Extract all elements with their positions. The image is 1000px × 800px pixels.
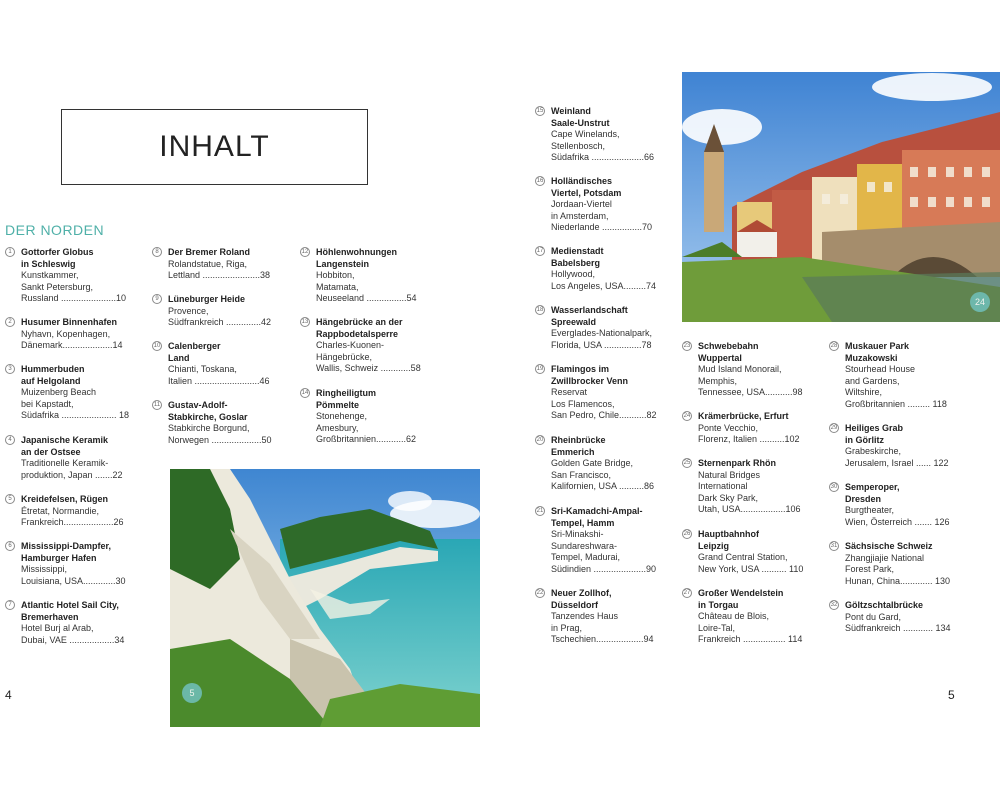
entry-number-badge: 12 bbox=[301, 249, 309, 255]
entry-title: Der Bremer Roland bbox=[168, 247, 251, 257]
entry-description: Hollywood, Los Angeles, USA.........74 bbox=[551, 269, 657, 291]
entry-description: Stonehenge, Amesbury, Großbritannien............62 bbox=[316, 411, 417, 445]
entry-description: Muizenberg Beach bei Kapstadt, Südafrika ...................... 18 bbox=[21, 387, 130, 421]
entry-number-badge: 30 bbox=[830, 484, 838, 490]
entry-number-badge: 24 bbox=[683, 413, 691, 419]
image-number-badge: 24 bbox=[970, 292, 990, 312]
entry-number-badge: 14 bbox=[301, 390, 309, 396]
toc-entry[interactable] bbox=[682, 529, 814, 575]
entry-title: Höhlenwohnungen Langenstein bbox=[316, 247, 397, 269]
entry-description: Traditionelle Keramik- produktion, Japan .......22 bbox=[21, 458, 123, 480]
toc-entry[interactable] bbox=[682, 588, 814, 646]
entry-number-badge: 32 bbox=[830, 602, 838, 608]
entry-number-badge: 31 bbox=[830, 543, 838, 549]
entry-number-badge: 22 bbox=[536, 590, 544, 596]
toc-entry[interactable] bbox=[682, 341, 814, 399]
entry-number-badge: 17 bbox=[536, 248, 544, 254]
entry-number-badge: 25 bbox=[683, 460, 691, 466]
entry-description: Château de Blois, Loire-Tal, Frankreich ................. 114 bbox=[698, 611, 803, 645]
entry-title: Wasserlandschaft Spreewald bbox=[551, 305, 628, 327]
entry-number-badge: 7 bbox=[5, 600, 15, 610]
entry-description: Nyhavn, Kopenhagen, Dänemark....................14 bbox=[21, 328, 123, 351]
entry-description: Golden Gate Bridge, San Francisco, Kalifornien, USA ..........86 bbox=[551, 458, 655, 492]
entry-number-badge: 2 bbox=[5, 317, 15, 327]
entry-title: Gustav-Adolf- Stabkirche, Goslar bbox=[168, 400, 248, 422]
entry-title: Hummerbuden auf Helgoland bbox=[21, 364, 85, 386]
entry-title: Ringheiligtum Pömmelte bbox=[316, 388, 376, 410]
toc-entry[interactable] bbox=[829, 541, 961, 587]
entry-description: Natural Bridges International Dark Sky Park, Utah, USA..................106 bbox=[698, 469, 801, 515]
entry-title: Flamingos im Zwillbrocker Venn bbox=[551, 364, 629, 386]
entry-number-badge: 1 bbox=[5, 247, 15, 257]
entry-number-badge: 23 bbox=[683, 343, 691, 349]
entry-title: Japanische Keramik an der Ostsee bbox=[21, 435, 109, 457]
entry-title: Muskauer Park Muzakowski bbox=[845, 341, 910, 363]
toc-entry[interactable] bbox=[535, 305, 667, 351]
entry-number-badge: 19 bbox=[536, 366, 544, 372]
entry-title: Schwebebahn Wuppertal bbox=[698, 341, 759, 363]
entry-description: Chianti, Toskana, Italien ..........................46 bbox=[168, 364, 270, 386]
entry-description: Grabeskirche, Jerusalem, Israel ...... 122 bbox=[845, 446, 949, 468]
entry-title: Medienstadt Babelsberg bbox=[551, 246, 604, 268]
entry-number-badge: 29 bbox=[830, 425, 838, 431]
entry-number-badge: 18 bbox=[536, 307, 544, 313]
entry-number-badge: 6 bbox=[5, 541, 15, 551]
entry-description: Kunstkammer, Sankt Petersburg, Russland ......................10 bbox=[21, 270, 127, 304]
entry-number-badge: 3 bbox=[5, 364, 15, 374]
entry-number-badge: 11 bbox=[153, 402, 161, 408]
toc-entry[interactable] bbox=[5, 435, 137, 481]
entry-title: Neuer Zollhof, Düsseldorf bbox=[551, 588, 612, 610]
entry-description: Cape Winelands, Stellenbosch, Südafrika .....................66 bbox=[551, 129, 655, 163]
toc-entry[interactable] bbox=[535, 176, 667, 234]
page-number-right: 5 bbox=[948, 688, 955, 702]
section-heading: DER NORDEN bbox=[5, 222, 105, 238]
toc-entry[interactable] bbox=[829, 341, 961, 411]
entry-title: Krämerbrücke, Erfurt bbox=[698, 411, 789, 421]
title-box bbox=[61, 109, 368, 185]
entry-number-badge: 4 bbox=[5, 435, 15, 445]
toc-entry[interactable] bbox=[682, 411, 814, 446]
entry-number-badge: 27 bbox=[683, 590, 691, 596]
entry-title: Mississippi-Dampfer, Hamburger Hafen bbox=[21, 541, 112, 563]
toc-entry[interactable] bbox=[5, 494, 137, 529]
entry-number-badge: 16 bbox=[536, 178, 544, 184]
entry-description: Grand Central Station, New York, USA .......... 110 bbox=[698, 552, 804, 574]
entry-description: Ponte Vecchio, Florenz, Italien ..........102 bbox=[698, 422, 800, 445]
page-number-left: 4 bbox=[5, 688, 12, 702]
entry-description: Mud Island Monorail, Memphis, Tennessee, USA...........98 bbox=[698, 364, 803, 398]
entry-title: Großer Wendelstein in Torgau bbox=[698, 588, 784, 610]
entry-description: Everglades-Nationalpark, Florida, USA ...............78 bbox=[551, 328, 653, 350]
toc-entry[interactable] bbox=[152, 247, 284, 282]
photo-kraemerbruecke bbox=[682, 72, 1000, 322]
toc-entry[interactable] bbox=[5, 364, 137, 422]
toc-entry[interactable] bbox=[152, 341, 284, 387]
entry-description: Pont du Gard, Südfrankreich ............ 134 bbox=[845, 611, 951, 634]
toc-entry[interactable] bbox=[829, 600, 961, 635]
entry-title: Weinland Saale-Unstrut bbox=[551, 106, 610, 128]
entry-description: Provence, Südfrankreich ..............42 bbox=[168, 305, 272, 328]
entry-description: Reservat Los Flamencos, San Pedro, Chile...........82 bbox=[551, 387, 657, 421]
image-number-badge: 5 bbox=[182, 683, 202, 703]
entry-title: Sternenpark Rhön bbox=[698, 458, 777, 468]
entry-description: Jordaan-Viertel in Amsterdam, Niederlande ................70 bbox=[551, 199, 653, 233]
entry-title: Rheinbrücke Emmerich bbox=[551, 435, 606, 457]
page-title: INHALT bbox=[159, 130, 270, 163]
entry-title: Lüneburger Heide bbox=[168, 294, 246, 304]
toc-entry[interactable] bbox=[535, 364, 667, 422]
entry-title: Sächsische Schweiz bbox=[845, 541, 933, 551]
entry-number-badge: 28 bbox=[830, 343, 838, 349]
toc-entry[interactable] bbox=[535, 588, 667, 646]
entry-description: Charles-Kuonen- Hängebrücke, Wallis, Schweiz ............58 bbox=[316, 340, 421, 374]
entry-title: Semperoper, Dresden bbox=[845, 482, 900, 504]
entry-description: Hobbiton, Matamata, Neuseeland ................54 bbox=[316, 270, 417, 304]
entry-description: Burgtheater, Wien, Österreich ....... 126 bbox=[845, 505, 950, 527]
entry-number-badge: 5 bbox=[5, 494, 15, 504]
toc-entry[interactable] bbox=[829, 482, 961, 528]
toc-entry[interactable] bbox=[535, 506, 667, 576]
entry-description: Rolandstatue, Riga, Lettland .......................38 bbox=[168, 258, 271, 281]
entry-description: Étretat, Normandie, Frankreich....................26 bbox=[21, 505, 124, 528]
entry-number-badge: 20 bbox=[536, 437, 544, 443]
toc-entry[interactable] bbox=[535, 246, 667, 292]
entry-description: Stourhead House and Gardens, Wiltshire, Großbritannien ......... 118 bbox=[845, 364, 947, 409]
entry-description: Stabkirche Borgund, Norwegen ....................50 bbox=[168, 423, 272, 445]
toc-entry[interactable] bbox=[300, 388, 432, 446]
toc-entry[interactable] bbox=[5, 541, 137, 587]
entry-title: Husumer Binnenhafen bbox=[21, 317, 118, 327]
entry-number-badge: 13 bbox=[301, 319, 309, 325]
entry-number-badge: 26 bbox=[683, 531, 691, 537]
entry-title: Göltzschtalbrücke bbox=[845, 600, 924, 610]
entry-title: Atlantic Hotel Sail City, Bremerhaven bbox=[21, 600, 119, 622]
entry-title: Heiliges Grab in Görlitz bbox=[845, 423, 904, 445]
entry-title: Hauptbahnhof Leipzig bbox=[698, 529, 759, 551]
entry-number-badge: 8 bbox=[152, 247, 162, 257]
entry-number-badge: 10 bbox=[153, 343, 161, 349]
entry-number-badge: 9 bbox=[152, 294, 162, 304]
toc-entry[interactable] bbox=[682, 458, 814, 516]
entry-title: Hängebrücke an der Rappbodetalsperre bbox=[316, 317, 403, 339]
entry-description: Hotel Burj al Arab, Dubai, VAE ..................34 bbox=[21, 623, 125, 645]
entry-number-badge: 15 bbox=[536, 108, 544, 114]
entry-description: Zhangjiajie National Forest Park, Hunan, China............. 130 bbox=[845, 552, 951, 586]
toc-entry[interactable] bbox=[300, 247, 432, 305]
toc-entry[interactable] bbox=[152, 294, 284, 329]
entry-description: Sri-Minakshi- Sundareshwara- Tempel, Madurai, Südindien .....................90 bbox=[551, 529, 657, 574]
entry-title: Calenberger Land bbox=[168, 341, 221, 363]
entry-description: Tanzendes Haus in Prag, Tschechien...................94 bbox=[551, 611, 654, 645]
toc-entry[interactable] bbox=[535, 106, 667, 164]
toc-entry[interactable] bbox=[300, 317, 432, 375]
toc-entry[interactable] bbox=[152, 400, 284, 446]
toc-entry[interactable] bbox=[5, 600, 137, 646]
photo-chalk-cliffs bbox=[170, 469, 480, 727]
entry-title: Holländisches Viertel, Potsdam bbox=[551, 176, 622, 198]
entry-title: Sri-Kamadchi-Ampal- Tempel, Hamm bbox=[551, 506, 643, 528]
entry-number-badge: 21 bbox=[536, 508, 544, 514]
entry-description: Mississippi, Louisiana, USA.............30 bbox=[21, 564, 126, 586]
toc-entry[interactable] bbox=[829, 423, 961, 469]
toc-entry[interactable] bbox=[5, 247, 137, 305]
toc-entry[interactable] bbox=[5, 317, 137, 352]
entry-title: Kreidefelsen, Rügen bbox=[21, 494, 109, 504]
toc-entry[interactable] bbox=[535, 435, 667, 493]
entry-title: Gottorfer Globus in Schleswig bbox=[21, 247, 94, 269]
